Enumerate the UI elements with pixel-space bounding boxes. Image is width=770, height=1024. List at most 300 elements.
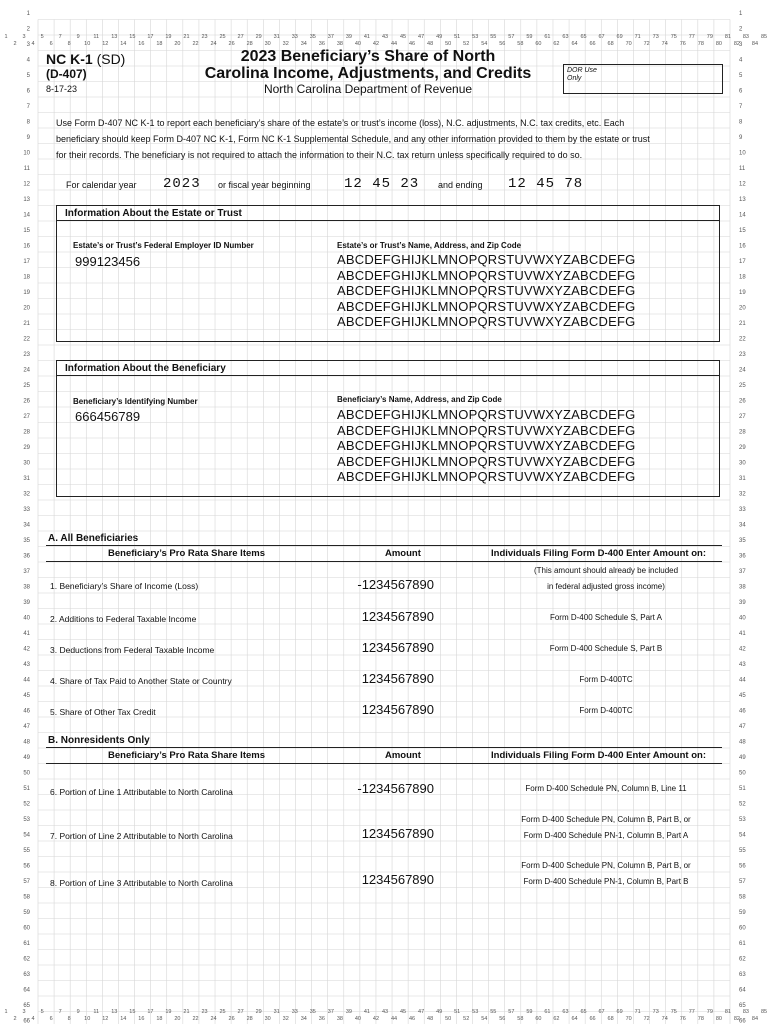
grid-row-number: 25 <box>739 382 746 389</box>
grid-row-number: 46 <box>739 708 746 715</box>
grid-row-number: 61 <box>739 940 746 947</box>
section-b-col-items: Beneficiary’s Pro Rata Share Items <box>108 750 265 761</box>
grid-row-number: 9 <box>26 134 30 141</box>
grid-row-number: 15 <box>23 227 30 234</box>
grid-col-number: 22 <box>192 41 199 47</box>
grid-row-number: 29 <box>739 444 746 451</box>
grid-row-number: 42 <box>23 646 30 653</box>
grid-col-number: 63 <box>562 1009 569 1015</box>
grid-row-number: 39 <box>23 599 30 606</box>
beneficiary-id-label: Beneficiary’s Identifying Number <box>73 397 198 406</box>
grid-col-number: 49 <box>436 34 443 40</box>
estate-address-label: Estate’s or Trust’s Name, Address, and Zip Code <box>337 241 522 250</box>
beneficiary-id-field[interactable]: 666456789 <box>75 409 141 424</box>
grid-row-number: 59 <box>739 909 746 916</box>
grid-row-number: 8 <box>739 119 743 126</box>
grid-col-number: 69 <box>616 1009 623 1015</box>
grid-row-number: 27 <box>739 413 746 420</box>
grid-col-number: 77 <box>688 34 695 40</box>
grid-row-number: 4 <box>26 57 30 64</box>
grid-row-number: 65 <box>739 1002 746 1009</box>
line-4-amount[interactable]: 1234567890 <box>361 671 434 686</box>
grid-row-number: 31 <box>739 475 746 482</box>
grid-row-number: 7 <box>739 103 743 110</box>
grid-col-number: 84 <box>751 41 759 47</box>
grid-col-number: 83 <box>742 34 750 40</box>
grid-col-number: 43 <box>381 34 389 40</box>
grid-row-number: 40 <box>23 615 30 622</box>
grid-col-number: 17 <box>147 34 154 40</box>
grid-col-number: 53 <box>472 1009 479 1015</box>
grid-row-number: 41 <box>739 630 746 637</box>
beneficiary-section-title: Information About the Beneficiary <box>65 363 226 374</box>
grid-col-number: 68 <box>607 41 614 47</box>
grid-col-number: 64 <box>571 1016 578 1022</box>
grid-col-number: 52 <box>463 41 470 47</box>
line-6-amount[interactable]: -1234567890 <box>357 781 434 796</box>
grid-col-number: 24 <box>210 1016 217 1022</box>
grid-col-number: 44 <box>390 1016 398 1022</box>
grid-row-number: 33 <box>23 506 30 513</box>
grid-row-number: 2 <box>739 26 743 33</box>
grid-row-number: 15 <box>739 227 746 234</box>
grid-col-number: 31 <box>273 1009 280 1015</box>
grid-col-number: 74 <box>661 41 668 47</box>
grid-col-number: 73 <box>652 1009 659 1015</box>
grid-col-number: 42 <box>372 1016 380 1022</box>
grid-col-number: 23 <box>201 34 208 40</box>
form-id: NC K-1 (SD) <box>46 51 126 67</box>
grid-col-number: 15 <box>129 1009 136 1015</box>
grid-col-number: 85 <box>760 34 768 40</box>
grid-col-number: 72 <box>643 1016 650 1022</box>
grid-col-number: 17 <box>147 1009 154 1015</box>
grid-row-number: 26 <box>23 398 30 405</box>
grid-col-number: 78 <box>697 1016 704 1022</box>
grid-row-number: 13 <box>739 196 746 203</box>
grid-row-number: 14 <box>739 212 746 219</box>
fiscal-end-label: and ending <box>438 180 483 190</box>
grid-row-number: 13 <box>23 196 30 203</box>
grid-col-number: 2 <box>13 41 17 47</box>
grid-col-number: 80 <box>715 41 722 47</box>
grid-col-number: 53 <box>472 34 479 40</box>
grid-row-number: 57 <box>23 878 30 885</box>
grid-col-number: 80 <box>715 1016 722 1022</box>
dor-use-box <box>563 64 723 94</box>
grid-row-number: 26 <box>739 398 746 405</box>
grid-row-number: 33 <box>739 506 746 513</box>
grid-row-number: 44 <box>739 677 746 684</box>
grid-col-number: 27 <box>237 1009 244 1015</box>
form-date: 8-17-23 <box>46 84 78 94</box>
grid-row-number: 64 <box>739 987 746 994</box>
grid-col-number: 56 <box>499 41 506 47</box>
grid-row-number: 63 <box>23 971 30 978</box>
form-number: (D-407) <box>46 67 87 81</box>
grid-row-number: 45 <box>739 692 746 699</box>
grid-col-number: 54 <box>481 1016 488 1022</box>
line-1-label: 1. Beneficiary’s Share of Income (Loss) <box>50 581 199 591</box>
line-2-amount[interactable]: 1234567890 <box>361 609 434 624</box>
grid-row-number: 22 <box>739 336 746 343</box>
grid-col-number: 13 <box>111 34 118 40</box>
grid-col-number: 57 <box>508 1009 515 1015</box>
grid-col-number: 41 <box>363 1009 371 1015</box>
grid-col-number: 5 <box>40 34 44 40</box>
grid-row-number: 16 <box>23 243 30 250</box>
grid-row-number: 10 <box>739 150 746 157</box>
grid-col-number: 3 <box>22 34 26 40</box>
grid-row-number: 6 <box>739 88 743 95</box>
grid-row-number: 45 <box>23 692 30 699</box>
grid-row-number: 30 <box>739 460 746 467</box>
grid-row-number: 65 <box>23 1002 30 1009</box>
grid-col-number: 85 <box>760 1009 768 1015</box>
grid-col-number: 61 <box>544 34 551 40</box>
grid-row-number: 30 <box>23 460 30 467</box>
fiscal-begin-field[interactable]: 12 45 23 <box>344 176 420 192</box>
grid-row-number: 16 <box>739 243 746 250</box>
line-4-label: 4. Share of Tax Paid to Another State or Country <box>50 676 232 686</box>
grid-col-number: 54 <box>481 41 488 47</box>
grid-col-number: 32 <box>282 1016 289 1022</box>
grid-row-number: 64 <box>23 987 30 994</box>
grid-col-number: 57 <box>508 34 515 40</box>
grid-row-number: 56 <box>23 863 30 870</box>
grid-col-number: 75 <box>670 1009 677 1015</box>
grid-row-number: 52 <box>23 801 30 808</box>
grid-col-number: 43 <box>381 1009 389 1015</box>
grid-col-number: 51 <box>454 34 461 40</box>
grid-col-number: 10 <box>84 41 91 47</box>
grid-row-number: 2 <box>26 26 30 33</box>
grid-col-number: 81 <box>724 1009 731 1015</box>
grid-col-number: 78 <box>697 41 704 47</box>
grid-row-number: 28 <box>23 429 30 436</box>
grid-col-number: 49 <box>436 1009 443 1015</box>
grid-row-number: 5 <box>739 72 743 79</box>
grid-col-number: 33 <box>291 34 298 40</box>
grid-col-number: 40 <box>354 1016 361 1022</box>
grid-row-number: 61 <box>23 940 30 947</box>
grid-row-number: 32 <box>739 491 746 498</box>
grid-row-number: 18 <box>23 274 30 281</box>
grid-col-number: 28 <box>246 1016 253 1022</box>
grid-row-number: 47 <box>23 723 30 730</box>
section-a-col-d400: Individuals Filing Form D-400 Enter Amount on: <box>491 548 706 559</box>
grid-col-number: 12 <box>102 1016 109 1022</box>
grid-col-number: 67 <box>598 34 605 40</box>
grid-col-number: 26 <box>228 41 235 47</box>
grid-row-number: 40 <box>739 615 746 622</box>
grid-row-number: 55 <box>739 847 746 854</box>
grid-row-number: 37 <box>23 568 30 575</box>
grid-col-number: 76 <box>679 41 686 47</box>
grid-row-number: 62 <box>23 956 30 963</box>
grid-col-number: 72 <box>643 41 650 47</box>
line-3-amount[interactable]: 1234567890 <box>361 640 434 655</box>
grid-row-number: 44 <box>23 677 30 684</box>
grid-row-number: 53 <box>739 816 746 823</box>
grid-col-number: 34 <box>300 1016 307 1022</box>
grid-col-number: 66 <box>589 1016 596 1022</box>
grid-row-number: 35 <box>739 537 746 544</box>
grid-col-number: 61 <box>544 1009 551 1015</box>
fiscal-end-field[interactable]: 12 45 78 <box>508 176 584 192</box>
grid-col-number: 2 <box>13 1016 17 1022</box>
grid-col-number: 63 <box>562 34 569 40</box>
grid-col-number: 9 <box>76 34 80 40</box>
line-5-note: Form D-400TC <box>579 706 633 715</box>
grid-col-number: 7 <box>58 1009 62 1015</box>
grid-col-number: 27 <box>237 34 244 40</box>
grid-row-number: 12 <box>23 181 30 188</box>
line-4-note: Form D-400TC <box>579 675 633 684</box>
grid-row-number: 23 <box>23 351 30 358</box>
grid-row-number: 1 <box>26 10 30 17</box>
estate-ein-field[interactable]: 999123456 <box>75 254 141 269</box>
beneficiary-section <box>56 360 720 497</box>
beneficiary-address-field[interactable]: ABCDEFGHIJKLMNOPQRSTUVWXYZABCDEFG ABCDEFGHIJKLMNOPQRSTUVWXYZABCDEFG ABCDEFGHIJKLMNOPQRSTUVWXYZABCDEFG ABCDEFGHIJKLMNOPQRSTUVWXYZABCDEFG ABCDEFGHIJKLMNOPQRSTUVWXYZABCDEFG <box>337 407 636 484</box>
grid-row-number: 49 <box>739 754 746 761</box>
grid-col-number: 19 <box>165 1009 172 1015</box>
estate-section <box>56 205 720 342</box>
line-5-amount[interactable]: 1234567890 <box>361 702 434 717</box>
line-7-label: 7. Portion of Line 2 Attributable to North Carolina <box>50 831 233 841</box>
grid-row-number: 5 <box>26 72 30 79</box>
grid-row-number: 58 <box>739 894 746 901</box>
grid-row-number: 8 <box>26 119 30 126</box>
grid-col-number: 50 <box>445 1016 452 1022</box>
grid-col-number: 16 <box>138 1016 145 1022</box>
grid-col-number: 56 <box>499 1016 506 1022</box>
grid-row-number: 12 <box>739 181 746 188</box>
grid-row-number: 63 <box>739 971 746 978</box>
grid-col-number: 36 <box>318 1016 325 1022</box>
grid-col-number: 30 <box>264 1016 271 1022</box>
grid-row-number: 20 <box>739 305 746 312</box>
grid-row-number: 66 <box>739 1018 746 1024</box>
grid-row-number: 51 <box>23 785 30 792</box>
grid-col-number: 8 <box>67 1016 71 1022</box>
grid-row-number: 54 <box>23 832 30 839</box>
grid-col-number: 45 <box>399 34 407 40</box>
grid-row-number: 32 <box>23 491 30 498</box>
grid-col-number: 75 <box>670 34 677 40</box>
grid-col-number: 1 <box>4 1009 8 1015</box>
grid-col-number: 15 <box>129 34 136 40</box>
grid-row-number: 52 <box>739 801 746 808</box>
line-6-note: Form D-400 Schedule PN, Column B, Line 11 <box>525 784 687 793</box>
grid-col-number: 14 <box>120 1016 127 1022</box>
grid-col-number: 29 <box>255 1009 262 1015</box>
estate-section-title: Information About the Estate or Trust <box>65 208 242 219</box>
line-1-amount[interactable]: -1234567890 <box>357 577 434 592</box>
grid-col-number: 77 <box>688 1009 695 1015</box>
grid-row-number: 18 <box>739 274 746 281</box>
calendar-year-label: For calendar year <box>66 180 137 190</box>
grid-row-number: 50 <box>23 770 30 777</box>
grid-col-number: 32 <box>282 41 289 47</box>
grid-col-number: 25 <box>219 1009 226 1015</box>
grid-col-number: 36 <box>318 41 325 47</box>
grid-col-number: 19 <box>165 34 172 40</box>
grid-col-number: 68 <box>607 1016 614 1022</box>
grid-col-number: 64 <box>571 41 578 47</box>
grid-row-number: 39 <box>739 599 746 606</box>
line-7-amount[interactable]: 1234567890 <box>361 826 434 841</box>
grid-row-number: 1 <box>739 10 743 17</box>
grid-col-number: 35 <box>309 1009 316 1015</box>
fiscal-begin-label: or fiscal year beginning <box>218 180 311 190</box>
grid-row-number: 54 <box>739 832 746 839</box>
grid-col-number: 52 <box>463 1016 470 1022</box>
grid-col-number: 50 <box>445 41 452 47</box>
grid-row-number: 38 <box>739 584 746 591</box>
grid-row-number: 19 <box>23 289 30 296</box>
grid-col-number: 21 <box>183 1009 190 1015</box>
grid-row-number: 9 <box>739 134 743 141</box>
estate-address-field[interactable]: ABCDEFGHIJKLMNOPQRSTUVWXYZABCDEFG ABCDEFGHIJKLMNOPQRSTUVWXYZABCDEFG ABCDEFGHIJKLMNOPQRSTUVWXYZABCDEFG ABCDEFGHIJKLMNOPQRSTUVWXYZABCDEFG ABCDEFGHIJKLMNOPQRSTUVWXYZABCDEFG <box>337 252 636 329</box>
grid-col-number: 16 <box>138 41 145 47</box>
grid-row-number: 58 <box>23 894 30 901</box>
grid-col-number: 70 <box>625 1016 632 1022</box>
grid-row-number: 6 <box>26 88 30 95</box>
grid-col-number: 71 <box>634 34 641 40</box>
grid-col-number: 7 <box>58 34 62 40</box>
grid-row-number: 17 <box>739 258 746 265</box>
grid-col-number: 65 <box>580 34 587 40</box>
grid-col-number: 6 <box>49 1016 53 1022</box>
grid-col-number: 62 <box>553 41 560 47</box>
instructions: Use Form D-407 NC K-1 to report each beneficiary’s share of the estate’s or trust’s income (loss), N.C. adjustments, N.C. tax credits, etc. Each beneficiary should keep Form D-407 NC K-1, Form NC K-1 Supplemental Schedule, and any other information provided to them by the estate or trust for their records. The beneficiary is not required to attach the information to their N.C. tax return unless specifically required to do so. <box>56 118 650 160</box>
form-title: 2023 Beneficiary’s Share of North Carolina Income, Adjustments, and Credits <box>204 48 532 82</box>
grid-row-number: 41 <box>23 630 30 637</box>
grid-col-number: 79 <box>706 1009 713 1015</box>
grid-row-number: 56 <box>739 863 746 870</box>
grid-row-number: 42 <box>739 646 746 653</box>
grid-row-number: 19 <box>739 289 746 296</box>
grid-col-number: 12 <box>102 41 109 47</box>
grid-col-number: 39 <box>345 1009 352 1015</box>
grid-row-number: 43 <box>23 661 30 668</box>
grid-col-number: 31 <box>273 34 280 40</box>
line-3-note: Form D-400 Schedule S, Part B <box>549 644 663 653</box>
grid-col-number: 30 <box>264 41 271 47</box>
grid-row-number: 47 <box>739 723 746 730</box>
grid-col-number: 60 <box>535 1016 542 1022</box>
grid-row-number: 14 <box>23 212 30 219</box>
grid-col-number: 81 <box>724 34 731 40</box>
line-7-note: Form D-400 Schedule PN, Column B, Part B, or Form D-400 Schedule PN-1, Column B, Part A <box>521 815 691 840</box>
dor-use-label: DOR Use Only <box>567 67 597 82</box>
grid-col-number: 74 <box>661 1016 668 1022</box>
grid-col-number: 65 <box>580 1009 587 1015</box>
grid-col-number: 47 <box>418 34 425 40</box>
grid-col-number: 20 <box>174 1016 181 1022</box>
grid-col-number: 47 <box>418 1009 425 1015</box>
grid-row-number: 51 <box>739 785 746 792</box>
grid-col-number: 46 <box>409 1016 416 1022</box>
grid-col-number: 26 <box>228 1016 235 1022</box>
grid-row-number: 34 <box>23 522 30 529</box>
grid-col-number: 39 <box>345 34 352 40</box>
grid-col-number: 20 <box>174 41 181 47</box>
grid-col-number: 9 <box>76 1009 80 1015</box>
section-a-col-amount: Amount <box>385 548 421 559</box>
grid-row-number: 27 <box>23 413 30 420</box>
grid-col-number: 41 <box>363 34 371 40</box>
grid-col-number: 3 <box>22 1009 26 1015</box>
section-a-col-items: Beneficiary’s Pro Rata Share Items <box>108 548 265 559</box>
grid-row-number: 21 <box>23 320 30 327</box>
grid-row-number: 49 <box>23 754 30 761</box>
grid-row-number: 23 <box>739 351 746 358</box>
grid-col-number: 18 <box>156 41 163 47</box>
line-5-label: 5. Share of Other Tax Credit <box>50 707 156 717</box>
grid-row-number: 28 <box>739 429 746 436</box>
grid-row-number: 53 <box>23 816 30 823</box>
grid-col-number: 48 <box>427 1016 434 1022</box>
grid-col-number: 22 <box>192 1016 199 1022</box>
grid-col-number: 42 <box>372 41 380 47</box>
grid-col-number: 25 <box>219 34 226 40</box>
grid-col-number: 38 <box>336 1016 343 1022</box>
line-2-label: 2. Additions to Federal Taxable Income <box>50 614 197 624</box>
grid-col-number: 59 <box>526 1009 533 1015</box>
grid-col-number: 8 <box>67 41 71 47</box>
grid-col-number: 83 <box>742 1009 750 1015</box>
grid-col-number: 73 <box>652 34 659 40</box>
section-a-title: A. All Beneficiaries <box>48 533 139 544</box>
grid-row-number: 21 <box>739 320 746 327</box>
grid-col-number: 21 <box>183 34 190 40</box>
grid-row-number: 62 <box>739 956 746 963</box>
grid-row-number: 48 <box>23 739 30 746</box>
grid-col-number: 13 <box>111 1009 118 1015</box>
grid-row-number: 24 <box>23 367 30 374</box>
grid-col-number: 4 <box>31 41 35 47</box>
line-1-note: (This amount should already be included in federal adjusted gross income) <box>533 566 679 591</box>
grid-row-number: 24 <box>739 367 746 374</box>
grid-col-number: 82 <box>733 41 740 47</box>
grid-row-number: 4 <box>739 57 743 64</box>
grid-col-number: 24 <box>210 41 217 47</box>
line-8-amount[interactable]: 1234567890 <box>361 872 434 887</box>
grid-row-number: 7 <box>26 103 30 110</box>
grid-col-number: 58 <box>517 1016 524 1022</box>
grid-col-number: 6 <box>49 41 53 47</box>
calendar-year-field[interactable]: 2023 <box>163 176 201 192</box>
line-2-note: Form D-400 Schedule S, Part A <box>549 613 663 622</box>
grid-row-number: 46 <box>23 708 30 715</box>
grid-row-number: 60 <box>739 925 746 932</box>
grid-row-number: 36 <box>739 553 746 560</box>
estate-ein-label: Estate’s or Trust’s Federal Employer ID Number <box>73 241 254 250</box>
grid-col-number: 84 <box>751 1016 759 1022</box>
grid-col-number: 60 <box>535 41 542 47</box>
line-3-label: 3. Deductions from Federal Taxable Income <box>50 645 215 655</box>
grid-col-number: 55 <box>490 34 497 40</box>
grid-row-number: 10 <box>23 150 30 157</box>
grid-col-number: 82 <box>733 1016 740 1022</box>
grid-col-number: 11 <box>93 34 100 40</box>
grid-col-number: 18 <box>156 1016 163 1022</box>
grid-row-number: 22 <box>23 336 30 343</box>
grid-col-number: 48 <box>427 41 434 47</box>
grid-row-number: 31 <box>23 475 30 482</box>
